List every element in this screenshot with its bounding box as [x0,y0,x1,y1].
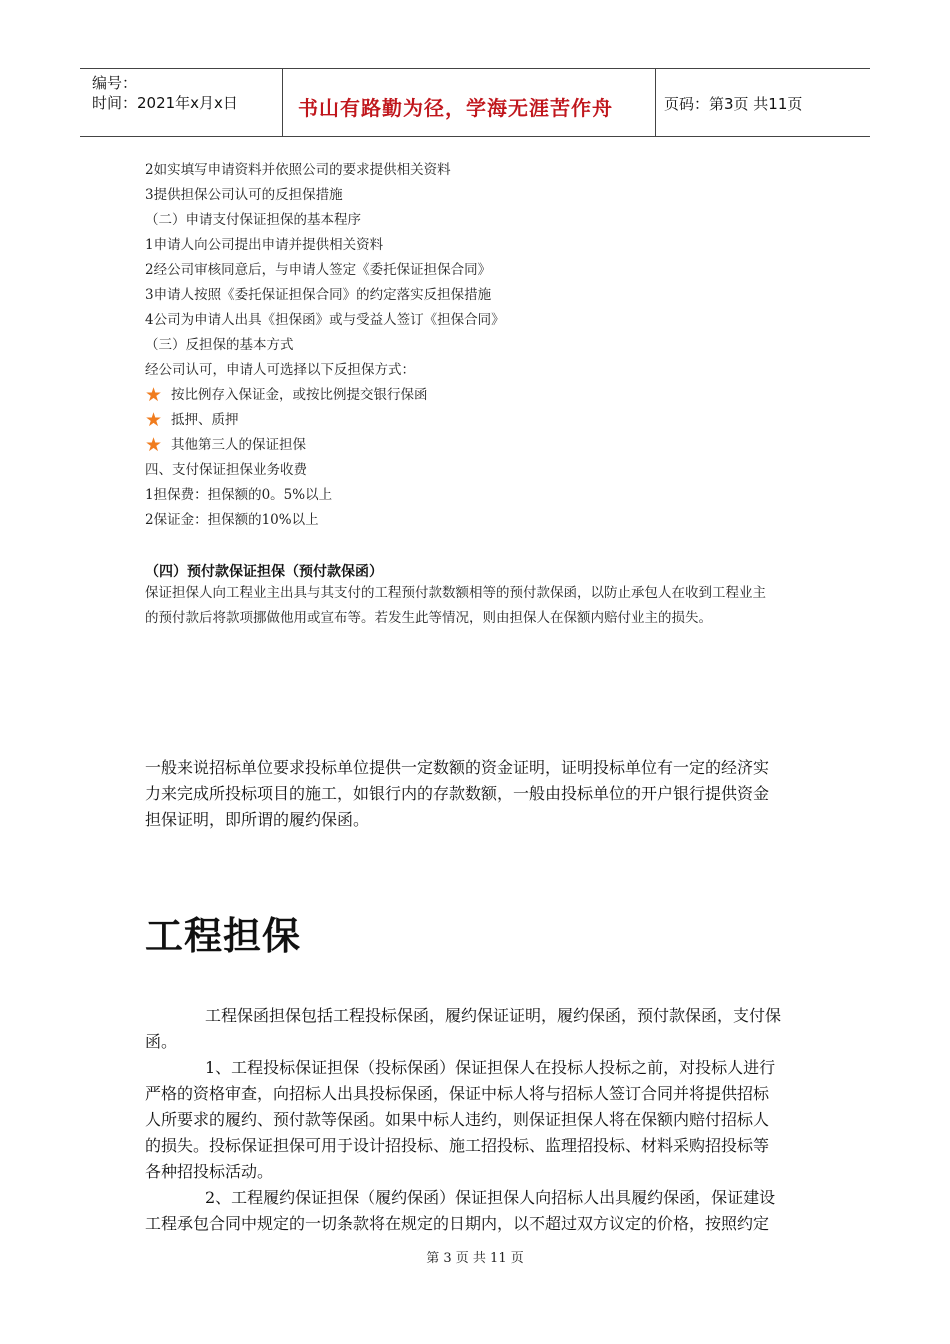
header-top-rule [80,68,870,69]
star-icon: ★ [145,409,163,431]
paragraph-line: 担保证明，即所谓的履约保函。 [145,810,370,829]
paragraph-line: 一般来说招标单位要求投标单位提供一定数额的资金证明，证明投标单位有一定的经济实 [145,758,770,777]
list-line: 2如实填写申请资料并依照公司的要求提供相关资料 [145,162,451,178]
paragraph-line: 力来完成所投标项目的施工，如银行内的存款数额，一般由投标单位的开户银行提供资金 [145,784,770,803]
paragraph-line: 的损失。投标保证担保可用于设计招投标、施工招投标、监理招投标、材料采购招投标等 [145,1136,770,1155]
list-line: 3申请人按照《委托保证担保合同》的约定落实反担保措施 [145,287,492,303]
star-icon: ★ [145,434,163,456]
list-line: 1申请人向公司提出申请并提供相关资料 [145,237,384,253]
list-line: 2经公司审核同意后，与申请人签定《委托保证担保合同》 [145,262,492,278]
list-line: 4公司为申请人出具《担保函》或与受益人签订《担保合同》 [145,312,505,328]
list-line: 经公司认可，申请人可选择以下反担保方式： [145,362,415,378]
section4-line: 保证担保人向工程业主出具与其支付的工程预付款数额相等的预付款保函，以防止承包人在收到工程业主 [145,585,766,601]
header-divider-left [282,68,283,136]
star-icon: ★ [145,384,163,406]
body-paragraph [145,1003,825,1237]
paragraph-line: 各种招投标活动。 [145,1162,274,1181]
paragraph-line: 函。 [145,1032,178,1051]
list-line: （二）申请支付保证担保的基本程序 [145,212,361,228]
paragraph-line: 严格的资格审查，向招标人出具投标保函，保证中标人将与招标人签订合同并将提供招标 [145,1084,770,1103]
header-divider-right [655,68,656,136]
section4-text [145,581,825,631]
star-item-text: 按比例存入保证金，或按比例提交银行保函 [171,387,428,403]
star-list-item [145,408,825,433]
paragraph-line: 工程保函担保包括工程投标保函，履约保证证明，履约保函，预付款保函，支付保 [205,1006,782,1025]
star-list-item [145,383,825,408]
header-time-label: 时间：2021年x月x日 [92,94,238,112]
star-item-text: 其他第三人的保证担保 [171,437,306,453]
capital-proof-paragraph [145,755,825,833]
star-item-text: 抵押、质押 [171,412,239,428]
fee-line: 2保证金：担保额的10%以上 [145,512,319,528]
header-number-label: 编号： [92,74,138,92]
header-motto: 书山有路勤为径，学海无涯苦作舟 [298,96,613,120]
header-bottom-rule [80,136,870,137]
section4-line: 的预付款后将款项挪做他用或宣布等。若发生此等情况，则由担保人在保额内赔付业主的损失。 [145,610,712,626]
paragraph-line: 2、工程履约保证担保（履约保函）保证担保人向招标人出具履约保函，保证建设 [205,1188,776,1207]
section4-heading: （四）预付款保证担保（预付款保函） [145,564,383,580]
requirements-list [145,158,825,533]
list-line: 3提供担保公司认可的反担保措施 [145,187,343,203]
list-line: （三）反担保的基本方式 [145,337,294,353]
paragraph-line: 1、工程投标保证担保（投标保函）保证担保人在投标人投标之前，对投标人进行 [205,1058,776,1077]
paragraph-line: 工程承包合同中规定的一切条款将在规定的日期内，以不超过双方议定的价格，按照约定 [145,1214,770,1233]
fee-line: 1担保费：担保额的0。5%以上 [145,487,333,503]
fee-line: 四、支付保证担保业务收费 [145,462,307,478]
paragraph-line: 人所要求的履约、预付款等保函。如果中标人违约，则保证担保人将在保额内赔付招标人 [145,1110,770,1129]
page-footer: 第 3 页 共 11 页 [426,1251,524,1266]
star-list-item [145,433,825,458]
header-page-label: 页码：第3页 共11页 [664,95,803,113]
page-title: 工程担保 [145,914,302,958]
